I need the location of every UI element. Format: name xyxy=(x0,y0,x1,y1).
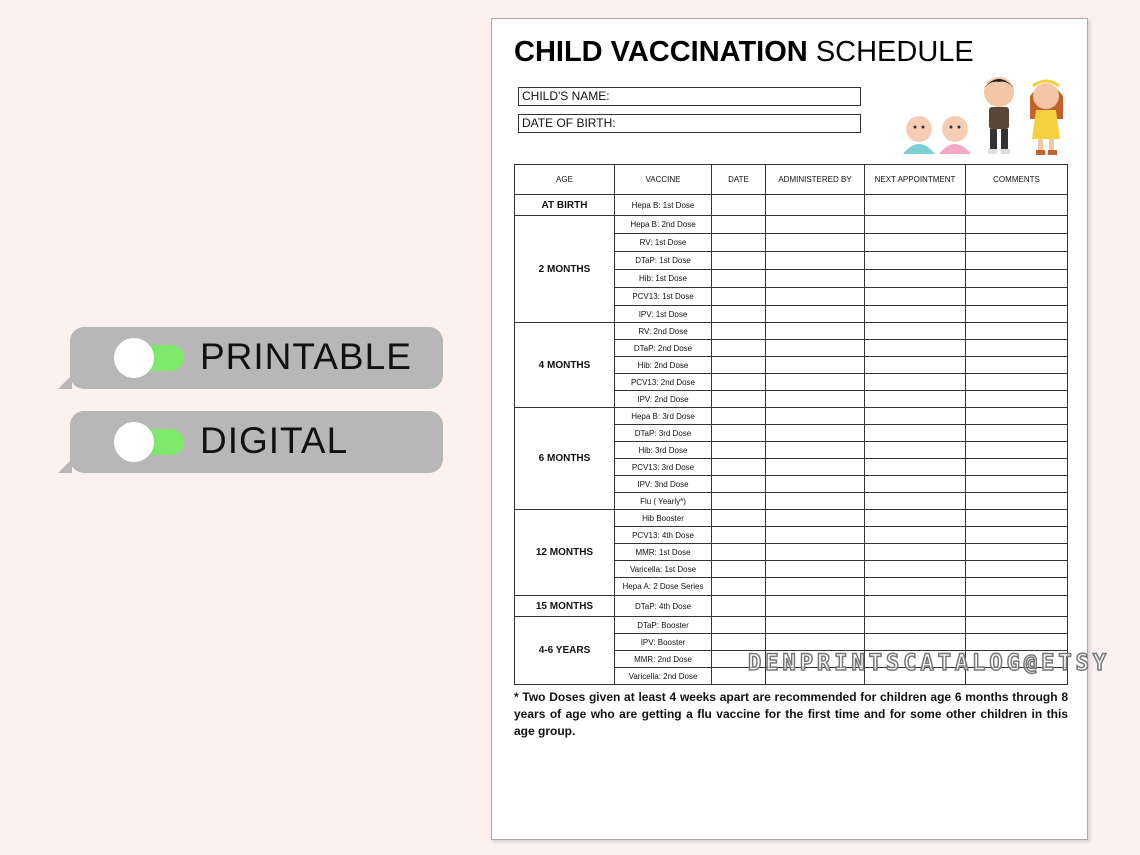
date-cell[interactable] xyxy=(712,544,766,561)
next-appointment-cell[interactable] xyxy=(865,408,966,425)
comments-cell[interactable] xyxy=(966,493,1068,510)
administered-by-cell[interactable] xyxy=(766,270,865,288)
next-appointment-cell[interactable] xyxy=(865,510,966,527)
vaccine-cell: DTaP: 3rd Dose xyxy=(615,425,712,442)
date-cell[interactable] xyxy=(712,374,766,391)
comments-cell[interactable] xyxy=(966,391,1068,408)
next-appointment-cell[interactable] xyxy=(865,252,966,270)
administered-by-cell[interactable] xyxy=(766,195,865,216)
date-cell[interactable] xyxy=(712,527,766,544)
column-header: AGE xyxy=(515,165,615,195)
comments-cell[interactable] xyxy=(966,425,1068,442)
administered-by-cell[interactable] xyxy=(766,476,865,493)
vaccine-cell: PCV13: 1st Dose xyxy=(615,288,712,306)
administered-by-cell[interactable] xyxy=(766,252,865,270)
next-appointment-cell[interactable] xyxy=(865,357,966,374)
comments-cell[interactable] xyxy=(966,596,1068,617)
vaccine-cell: Varicella: 2nd Dose xyxy=(615,668,712,685)
vaccine-cell: Hib: 2nd Dose xyxy=(615,357,712,374)
next-appointment-cell[interactable] xyxy=(865,270,966,288)
comments-cell[interactable] xyxy=(966,195,1068,216)
vaccine-cell: Hepa A: 2 Dose Series xyxy=(615,578,712,596)
next-appointment-cell[interactable] xyxy=(865,391,966,408)
table-row xyxy=(515,617,1068,634)
footnote: * Two Doses given at least 4 weeks apart are recommended for children age 6 months through 8 years of age who are getting a flu vaccine for the first time and for some other children in this age group. xyxy=(514,690,1068,738)
girl-icon xyxy=(1030,81,1063,155)
next-appointment-cell[interactable] xyxy=(865,634,966,651)
administered-by-cell[interactable] xyxy=(766,442,865,459)
vaccine-cell: PCV13: 4th Dose xyxy=(615,527,712,544)
comments-cell[interactable] xyxy=(966,578,1068,596)
vaccine-cell: PCV13: 2nd Dose xyxy=(615,374,712,391)
administered-by-cell[interactable] xyxy=(766,374,865,391)
comments-cell[interactable] xyxy=(966,476,1068,493)
comments-cell[interactable] xyxy=(966,323,1068,340)
comments-cell[interactable] xyxy=(966,374,1068,391)
next-appointment-cell[interactable] xyxy=(865,617,966,634)
next-appointment-cell[interactable] xyxy=(865,442,966,459)
next-appointment-cell[interactable] xyxy=(865,306,966,323)
administered-by-cell[interactable] xyxy=(766,510,865,527)
vaccine-cell: MMR: 2nd Dose xyxy=(615,651,712,668)
administered-by-cell[interactable] xyxy=(766,323,865,340)
vaccine-cell: Hib: 3rd Dose xyxy=(615,442,712,459)
comments-cell[interactable] xyxy=(966,442,1068,459)
age-cell: AT BIRTH xyxy=(515,195,615,216)
next-appointment-cell[interactable] xyxy=(865,323,966,340)
comments-cell[interactable] xyxy=(966,216,1068,234)
badge-tail xyxy=(58,375,72,389)
age-cell: 4 MONTHS xyxy=(515,323,615,408)
digital-toggle xyxy=(114,426,184,458)
date-cell[interactable] xyxy=(712,252,766,270)
next-appointment-cell[interactable] xyxy=(865,216,966,234)
vaccine-cell: DTaP: 4th Dose xyxy=(615,596,712,617)
date-cell[interactable] xyxy=(712,340,766,357)
date-cell[interactable] xyxy=(712,408,766,425)
date-cell[interactable] xyxy=(712,442,766,459)
next-appointment-cell[interactable] xyxy=(865,374,966,391)
vaccine-cell: Flu ( Yearly*) xyxy=(615,493,712,510)
table-row xyxy=(515,195,1068,216)
comments-cell[interactable] xyxy=(966,561,1068,578)
table-row xyxy=(515,408,1068,425)
next-appointment-cell[interactable] xyxy=(865,288,966,306)
table-row xyxy=(515,216,1068,234)
comments-cell[interactable] xyxy=(966,459,1068,476)
date-cell[interactable] xyxy=(712,357,766,374)
date-cell[interactable] xyxy=(712,510,766,527)
vaccine-cell: Hib: 1st Dose xyxy=(615,270,712,288)
comments-cell[interactable] xyxy=(966,340,1068,357)
column-header: NEXT APPOINTMENT xyxy=(865,165,966,195)
toggle-knob xyxy=(114,422,154,462)
child-name-field[interactable]: CHILD'S NAME: xyxy=(518,87,861,106)
administered-by-cell[interactable] xyxy=(766,634,865,651)
vaccine-cell: IPV: 1st Dose xyxy=(615,306,712,323)
next-appointment-cell[interactable] xyxy=(865,493,966,510)
vaccine-cell: MMR: 1st Dose xyxy=(615,544,712,561)
printable-label: PRINTABLE xyxy=(200,336,412,377)
vaccine-cell: IPV: Booster xyxy=(615,634,712,651)
age-cell: 6 MONTHS xyxy=(515,408,615,510)
date-cell[interactable] xyxy=(712,617,766,634)
vaccine-cell: RV: 1st Dose xyxy=(615,234,712,252)
administered-by-cell[interactable] xyxy=(766,617,865,634)
vaccine-cell: DTaP: Booster xyxy=(615,617,712,634)
administered-by-cell[interactable] xyxy=(766,357,865,374)
vaccine-cell: DTaP: 2nd Dose xyxy=(615,340,712,357)
toggle-knob xyxy=(114,338,154,378)
vaccine-cell: RV: 2nd Dose xyxy=(615,323,712,340)
date-cell[interactable] xyxy=(712,323,766,340)
next-appointment-cell[interactable] xyxy=(865,578,966,596)
administered-by-cell[interactable] xyxy=(766,596,865,617)
printable-toggle xyxy=(114,342,184,374)
digital-badge xyxy=(70,411,443,473)
printable-badge xyxy=(70,327,443,389)
administered-by-cell[interactable] xyxy=(766,234,865,252)
vaccine-cell: Hepa B: 2nd Dose xyxy=(615,216,712,234)
next-appointment-cell[interactable] xyxy=(865,476,966,493)
baby-icon xyxy=(903,116,935,154)
comments-cell[interactable] xyxy=(966,617,1068,634)
date-of-birth-field[interactable]: DATE OF BIRTH: xyxy=(518,114,861,133)
date-cell[interactable] xyxy=(712,578,766,596)
comments-cell[interactable] xyxy=(966,527,1068,544)
date-cell[interactable] xyxy=(712,493,766,510)
next-appointment-cell[interactable] xyxy=(865,561,966,578)
watermark: DENPRINTSCATALOG@ETSY xyxy=(748,651,1111,676)
vaccine-cell: DTaP: 1st Dose xyxy=(615,252,712,270)
vaccine-cell: Varicella: 1st Dose xyxy=(615,561,712,578)
vaccination-table xyxy=(514,164,1068,685)
date-cell[interactable] xyxy=(712,476,766,493)
date-cell[interactable] xyxy=(712,234,766,252)
administered-by-cell[interactable] xyxy=(766,391,865,408)
baby-icon xyxy=(939,116,971,154)
vaccine-cell: IPV: 2nd Dose xyxy=(615,391,712,408)
column-header: ADMINISTERED BY xyxy=(766,165,865,195)
page-title: CHILD VACCINATION SCHEDULE xyxy=(514,36,974,68)
administered-by-cell[interactable] xyxy=(766,408,865,425)
digital-label: DIGITAL xyxy=(200,420,349,461)
date-cell[interactable] xyxy=(712,391,766,408)
comments-cell[interactable] xyxy=(966,306,1068,323)
date-cell[interactable] xyxy=(712,288,766,306)
column-header: COMMENTS xyxy=(966,165,1068,195)
next-appointment-cell[interactable] xyxy=(865,425,966,442)
age-cell: 2 MONTHS xyxy=(515,216,615,323)
administered-by-cell[interactable] xyxy=(766,578,865,596)
next-appointment-cell[interactable] xyxy=(865,195,966,216)
vaccine-cell: Hib Booster xyxy=(615,510,712,527)
administered-by-cell[interactable] xyxy=(766,561,865,578)
table-row xyxy=(515,596,1068,617)
comments-cell[interactable] xyxy=(966,288,1068,306)
date-cell[interactable] xyxy=(712,561,766,578)
date-cell[interactable] xyxy=(712,596,766,617)
administered-by-cell[interactable] xyxy=(766,459,865,476)
age-cell: 15 MONTHS xyxy=(515,596,615,617)
date-cell[interactable] xyxy=(712,425,766,442)
vaccine-cell: IPV: 3nd Dose xyxy=(615,476,712,493)
table-row xyxy=(515,510,1068,527)
next-appointment-cell[interactable] xyxy=(865,544,966,561)
table-row xyxy=(515,323,1068,340)
administered-by-cell[interactable] xyxy=(766,340,865,357)
comments-cell[interactable] xyxy=(966,408,1068,425)
administered-by-cell[interactable] xyxy=(766,527,865,544)
vaccine-cell: Hepa B: 3rd Dose xyxy=(615,408,712,425)
date-cell[interactable] xyxy=(712,216,766,234)
next-appointment-cell[interactable] xyxy=(865,234,966,252)
administered-by-cell[interactable] xyxy=(766,544,865,561)
date-cell[interactable] xyxy=(712,634,766,651)
next-appointment-cell[interactable] xyxy=(865,596,966,617)
date-cell[interactable] xyxy=(712,459,766,476)
vaccine-cell: Hepa B: 1st Dose xyxy=(615,195,712,216)
comments-cell[interactable] xyxy=(966,634,1068,651)
administered-by-cell[interactable] xyxy=(766,216,865,234)
comments-cell[interactable] xyxy=(966,510,1068,527)
date-cell[interactable] xyxy=(712,270,766,288)
administered-by-cell[interactable] xyxy=(766,493,865,510)
table-header-row xyxy=(515,165,1068,195)
vaccine-cell: PCV13: 3rd Dose xyxy=(615,459,712,476)
comments-cell[interactable] xyxy=(966,357,1068,374)
age-cell: 12 MONTHS xyxy=(515,510,615,596)
children-illustration-icon xyxy=(897,74,1067,159)
column-header: VACCINE xyxy=(615,165,712,195)
comments-cell[interactable] xyxy=(966,270,1068,288)
administered-by-cell[interactable] xyxy=(766,306,865,323)
date-cell[interactable] xyxy=(712,195,766,216)
next-appointment-cell[interactable] xyxy=(865,340,966,357)
comments-cell[interactable] xyxy=(966,252,1068,270)
boy-icon xyxy=(984,77,1014,154)
vaccination-sheet xyxy=(491,18,1088,840)
badge-tail xyxy=(58,459,72,473)
administered-by-cell[interactable] xyxy=(766,425,865,442)
next-appointment-cell[interactable] xyxy=(865,527,966,544)
next-appointment-cell[interactable] xyxy=(865,459,966,476)
comments-cell[interactable] xyxy=(966,234,1068,252)
administered-by-cell[interactable] xyxy=(766,288,865,306)
comments-cell[interactable] xyxy=(966,544,1068,561)
date-cell[interactable] xyxy=(712,306,766,323)
age-cell: 4-6 YEARS xyxy=(515,617,615,685)
column-header: DATE xyxy=(712,165,766,195)
